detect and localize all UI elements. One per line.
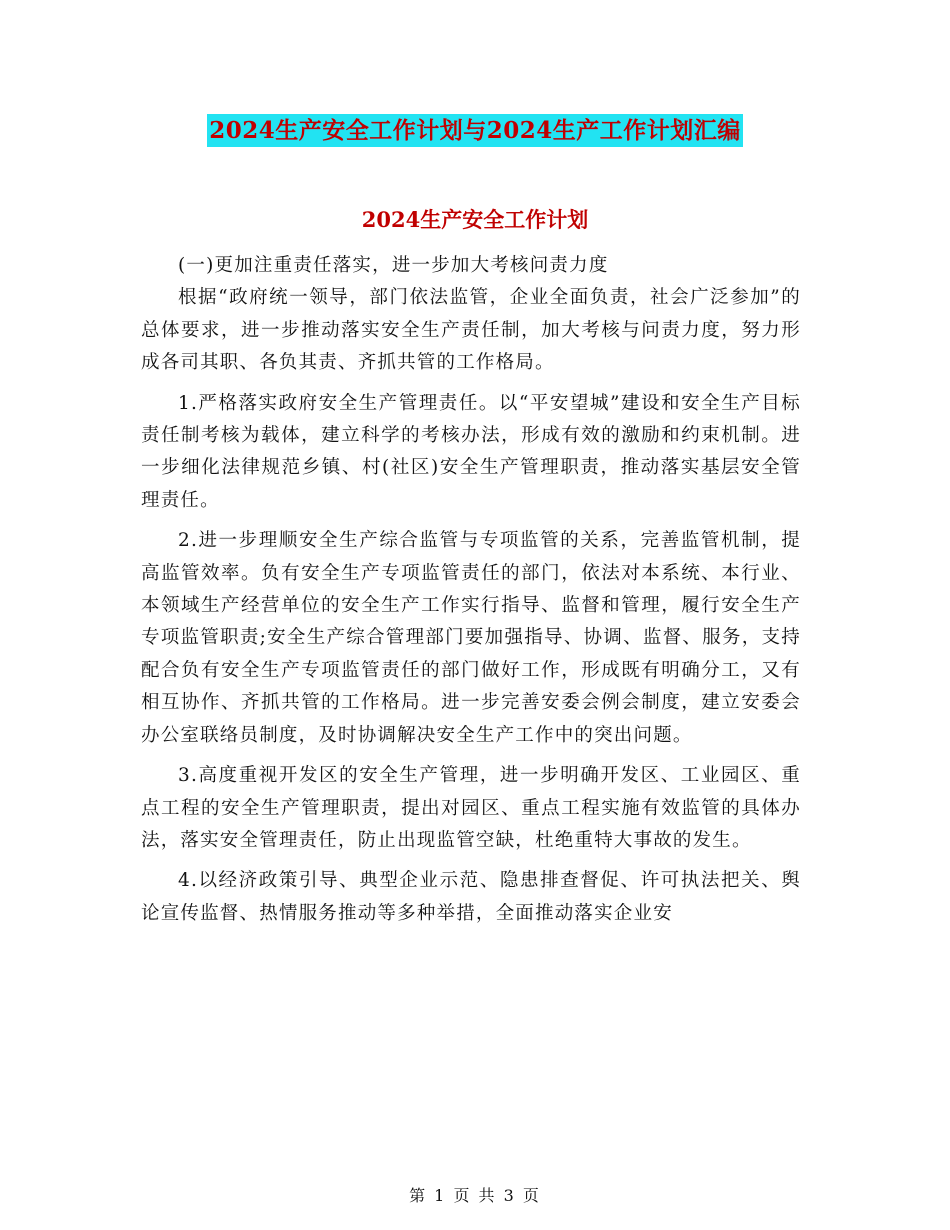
paragraph: 2.进一步理顺安全生产综合监管与专项监管的关系，完善监管机制，提高监管效率。负有安全生产专项监管责任的部门，依法对本系统、本行业、本领域生产经营单位的安全生产工作实行指导、监督和管理，履行安全生产专项监管职责;安全生产综合管理部门要加强指导、协调、监督、服务，支持配合负有安全生产专项监管责任的部门做好工作，形成既有明确分工，又有相互协作、齐抓共管的工作格局。进一步完善安委会例会制度，建立安委会办公室联络员制度，及时协调解决安全生产工作中的突出问题。 [141,530,801,746]
document-body [141,250,801,930]
page-footer: 第 1 页 共 3 页 [409,1186,541,1205]
paragraph: 1.严格落实政府安全生产管理责任。以“平安望城”建设和安全生产目标责任制考核为载体，建立科学的考核办法，形成有效的激励和约束机制。进一步细化法律规范乡镇、村(社区)安全生产管理职责，推动落实基层安全管理责任。 [141,392,801,511]
paragraph: 根据“政府统一领导，部门依法监管，企业全面负责，社会广泛参加”的总体要求，进一步推动落实安全生产责任制，加大考核与问责力度，努力形成各司其职、各负其责、齐抓共管的工作格局。 [141,287,801,374]
paragraph-heading: (一)更加注重责任落实，进一步加大考核问责力度 [178,255,609,276]
document-title [0,112,950,145]
paragraph: 4.以经济政策引导、典型企业示范、隐患排查督促、许可执法把关、舆论宣传监督、热情服务推动等多种举措，全面推动落实企业安 [141,870,801,924]
section-title: 2024生产安全工作计划 [361,207,589,232]
paragraph: 3.高度重视开发区的安全生产管理，进一步明确开发区、工业园区、重点工程的安全生产管理职责，提出对园区、重点工程实施有效监管的具体办法，落实安全管理责任，防止出现监管空缺，杜绝重特大事故的发生。 [141,765,801,851]
document-title-text: 2024生产安全工作计划与2024生产工作计划汇编 [207,114,743,147]
